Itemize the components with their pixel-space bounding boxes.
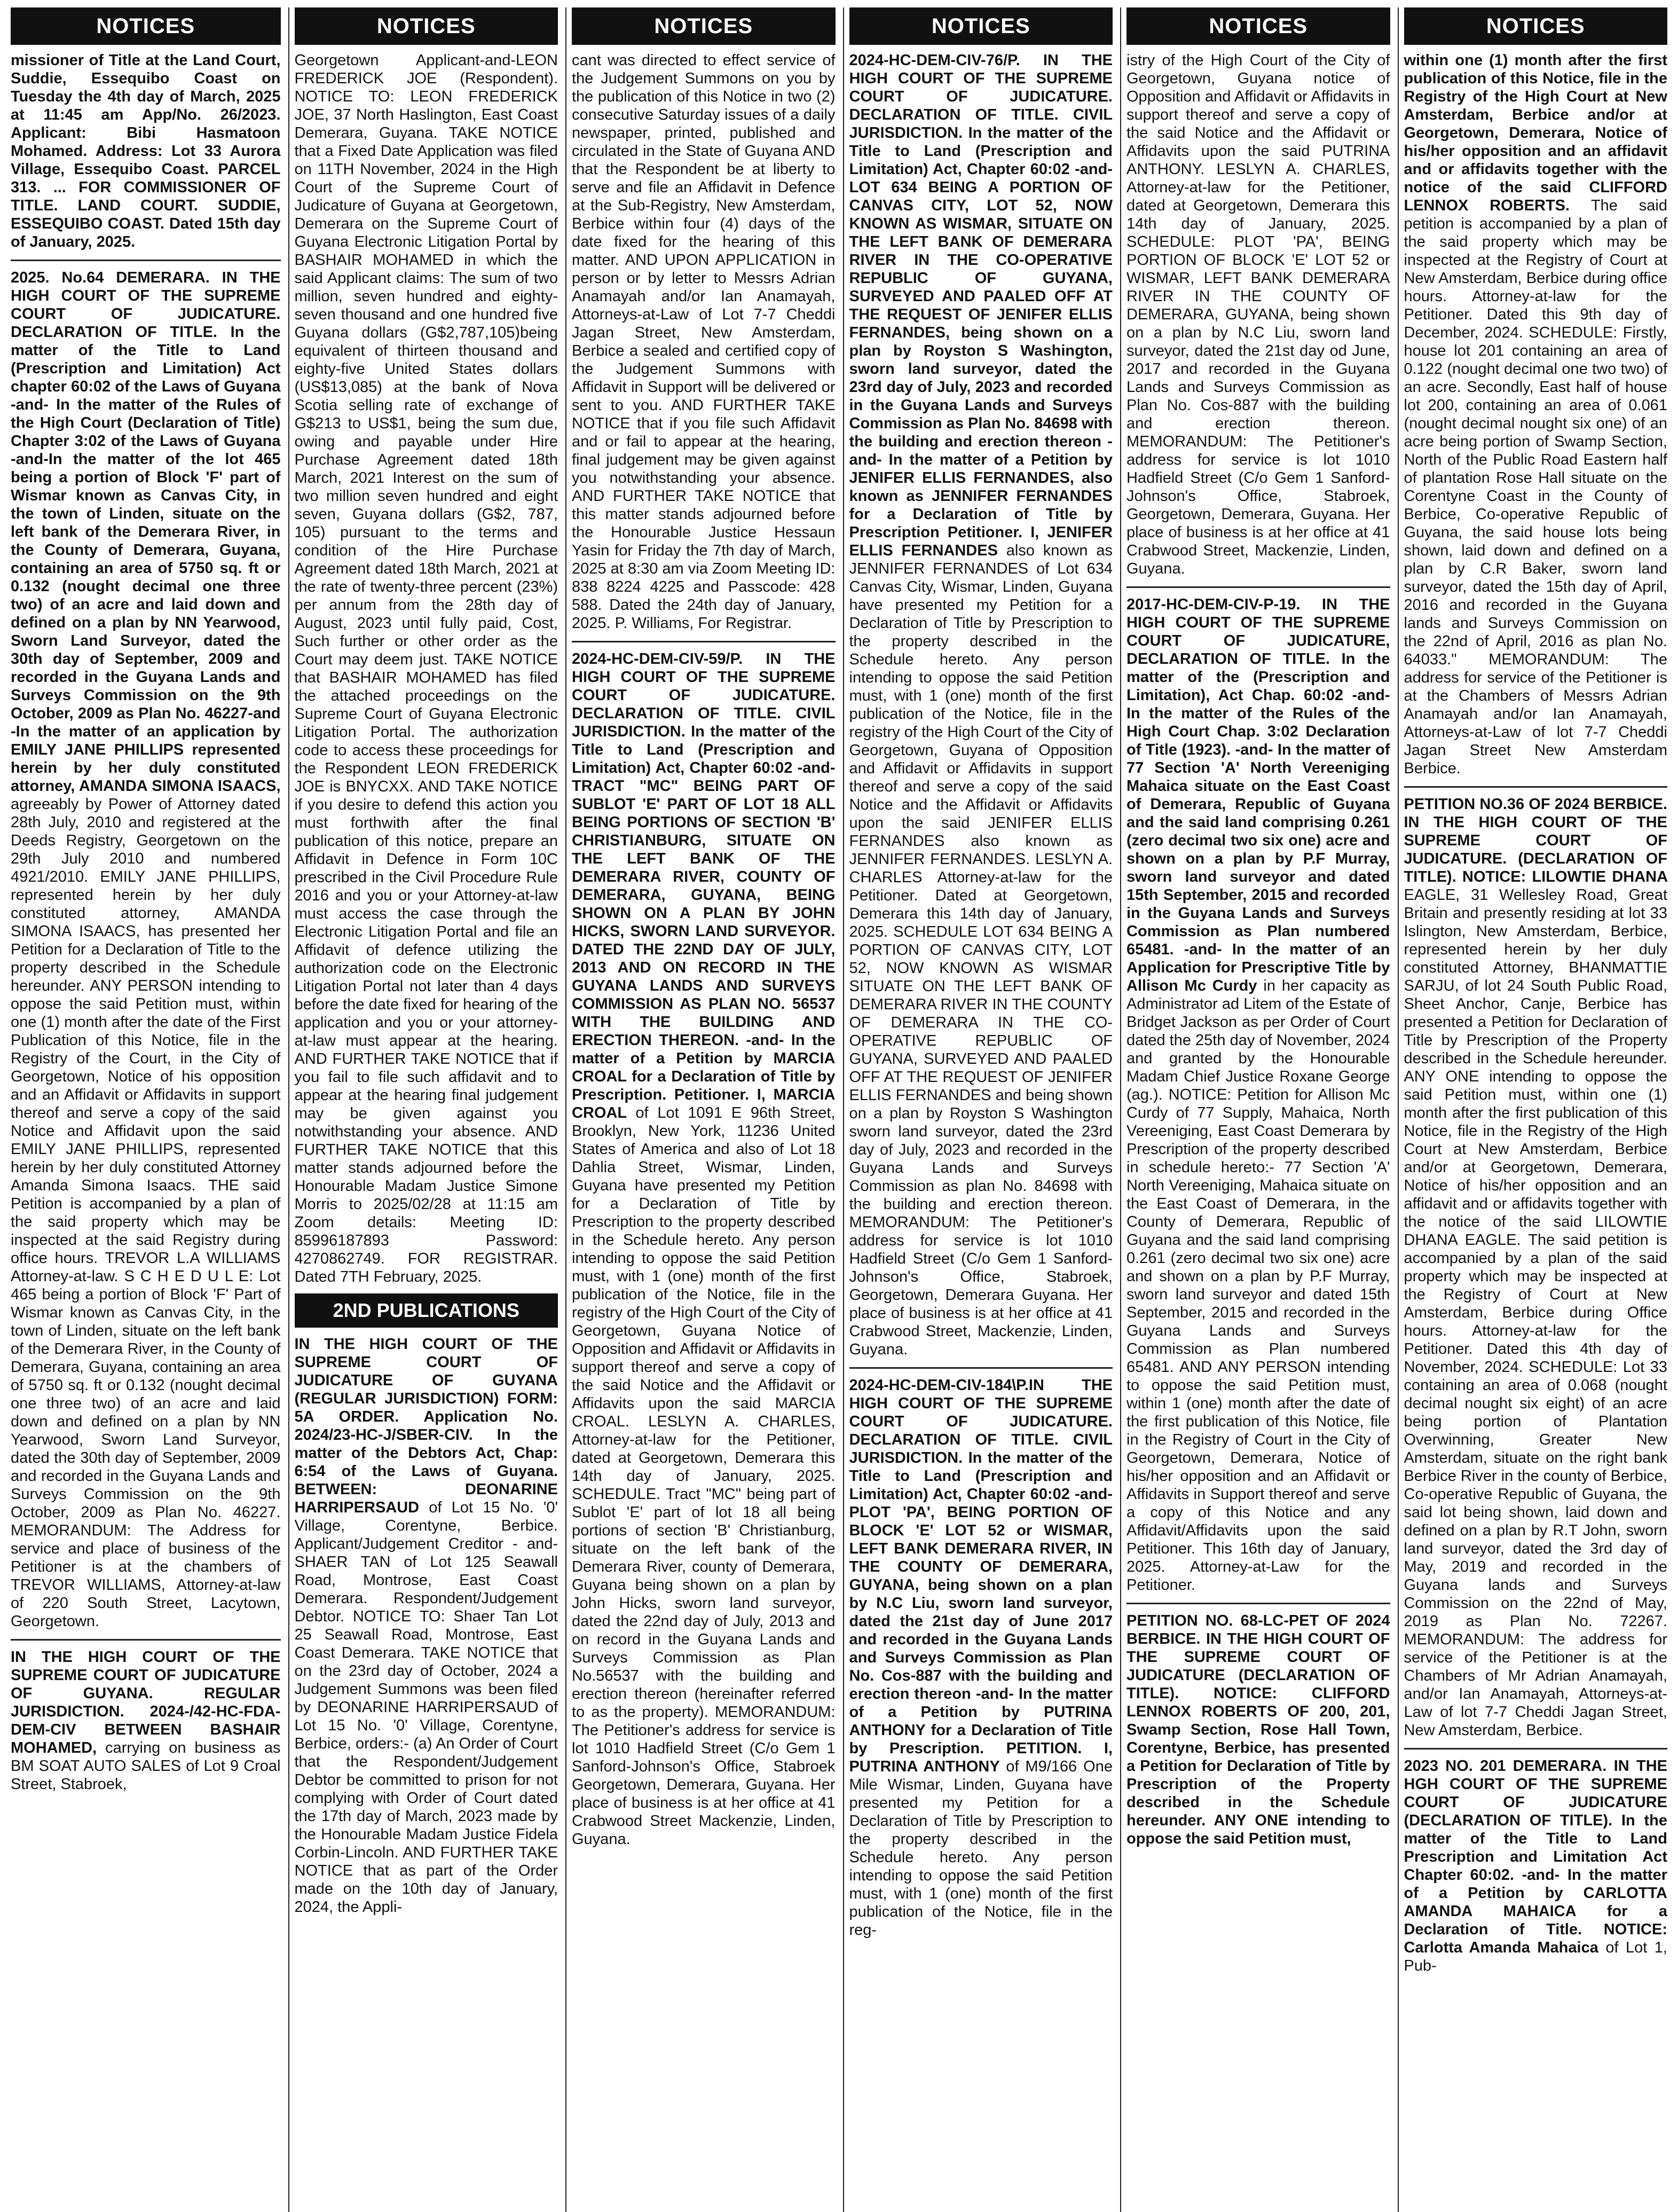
notice-body-text: of M9/166 One Mile Wismar, Linden, Guyana have presented my Petition for a Declaration of Title by Prescription to the property described in the Schedule hereto. Any person intending to oppose the said Petition must, with 1 (one) month of the first publication of the Notice, file in the reg-	[849, 1758, 1117, 1939]
notice-heading-text: PETITION NO. 68-LC-PET OF 2024 BERBICE. IN THE HIGH COURT OF THE SUPREME COURT OF JUDICATURE (DECLARATION OF TITLE). NOTICE: CLIFFORD LENNOX ROBERTS OF 200, 201, Swamp Section, Rose Hall Town, Corentyne, Berbice, has presented a Petition for Declaration of Title by Prescription of the Property described in the Schedule hereunder. ANY ONE intending to oppose the said Petition must,	[1126, 1612, 1395, 1847]
notice-heading-text: within one (1) month after the first publication of this Notice, file in the Registry of the High Court at New Amsterdam, Berbice and/or at Georgetown, Demerara, Notice of his/her opposition and an affidavit and or affidavits together with the notice of the said CLIFFORD LENNOX ROBERTS.	[1404, 52, 1672, 214]
column-body	[1126, 51, 1395, 1848]
notice-body-text: cant was directed to effect service of the Judgement Summons on you by the publication of this Notice in two (2) consecutive Saturday issues of a daily newspaper, printed, published and circulated in the State of Guyana AND that the Respondent be at liberty to serve and file an Affidavit in Defence at the Sub-Registry, New Amsterdam, Berbice within four (4) days of the date fixed for the hearing of this matter. AND UPON APPLICATION in person or by letter to Messrs Adrian Anamayah and/or Ian Anamayah, Attorneys-at-Law of Lot 7-7 Cheddi Jagan Street, New Amsterdam, Berbice a sealed and certified copy of the Judgement Summons with Affidavit in Support will be delivered or sent to you. AND FURTHER TAKE NOTICE that if you file such Affidavit and or fail to appear at the hearing, final judgement may be given against you notwithstanding your absence. AND FURTHER TAKE NOTICE that this matter stands adjourned before the Honourable Justice Hessaun Yasin for Friday the 7th day of March, 2025 at 8:30 am via Zoom Meeting ID: 838 8224 4225 and Passcode: 428 588. Dated the 24th day of January, 2025. P. Williams, For Registrar.	[572, 52, 840, 632]
notice-divider	[11, 1639, 281, 1641]
column-header: NOTICES	[572, 7, 836, 45]
column-body	[294, 51, 563, 1916]
notice-heading-text: 2024-HC-DEM-CIV-184\P.IN THE HIGH COURT OF THE SUPREME COURT OF JUDICATURE. DECLARATION OF TITLE. CIVIL JURISDICTION. In the matter of the Title to Land (Prescription and Limitation) Act, Chapter 60:02 -and- PLOT 'PA', BEING PORTION OF BLOCK 'E' LOT 52 or WISMAR, LEFT BANK DEMERARA RIVER, IN THE COUNTY OF DEMERARA, GUYANA, being shown on a plan by N.C Liu, sworn land surveyor, dated the 21st day of June 2017 and recorded in the Guyana Lands and Surveys Commission as Plan No. Cos-887 with the building and erection thereon -and- In the matter of a Petition by PUTRINA ANTHONY for a Declaration of Title by Prescription. PETITION. I, PUTRINA ANTHONY	[849, 1377, 1117, 1775]
notice-body-text: The said petition is accompanied by a plan of the said property which may be inspected at the Registry of Court at New Amsterdam, Berbice during office hours. Attorney-at-law for the Petitioner. Dated this 9th day of December, 2024. SCHEDULE: Firstly, house lot 201 containing an area of 0.122 (nought decimal one two two) of an acre. Secondly, East half of house lot 200, containing an area of 0.061 (nought decimal nought six one) of an acre being portion of Swamp Section, North of the Public Road Eastern half of plantation Rose Hall situate on the Corentyne Coast in the County of Berbice, Co-operative Republic of Guyana, the said house lots being shown, laid down and defined on a plan by C.R Baker, sworn land surveyor, dated the 15th day of April, 2016 and recorded in the Guyana lands and Surveys Commission on the 22nd of April, 2016 as plan No. 64033." MEMORANDUM: The address for service of the Petitioner is at the Chambers of Messrs Adrian Anamayah and/or Ian Anamayah, Attorneys-at-Law of lot 7-7 Cheddi Jagan Street New Amsterdam Berbice.	[1404, 197, 1672, 777]
notices-column-4	[843, 7, 1117, 2212]
notice-body-text: in her capacity as Administrator ad Litem of the Estate of Bridget Jackson as per Order of Court dated the 25th day of November, 2024 and granted by the Honourable Madam Chief Justice Roxane George (ag.). NOTICE: Petition for Allison Mc Curdy of 77 Supply, Mahaica, North Vereeniging, East Coast Demerara by Prescription of the property described in schedule hereto:- 77 Section 'A' North Vereeniging, Mahaica situate on the East Coast of Demerara, in the County of Demerara, Republic of Guyana and the said land comprising 0.261 (zero decimal two six one) acre and shown on a plan by P.F Murray, sworn land surveyor and dated 15th September, 2015 and recorded in the Guyana Lands and Surveys Commission as Plan numbered 65481. AND ANY PERSON intending to oppose the said Petition must, within 1 (one) month after the date of the first publication of this Notice, file in the Registry of Court in the City of Georgetown, Demerara, Notice of his/her opposition and an Affidavit or Affidavits in Support thereof and serve a copy of this Notice and any Affidavit/Affidavits upon the said Petitioner. This 16th day of January, 2025. Attorney-at-Law for the Petitioner.	[1126, 977, 1395, 1594]
column-header: NOTICES	[295, 7, 558, 45]
notice-heading-text: 2017-HC-DEM-CIV-P-19. IN THE HIGH COURT OF THE SUPREME COURT OF JUDICATURE, DECLARATION OF TITLE. In the matter of the (Prescription and Limitation), Act Chap. 60:02 -and- In the matter of the Rules of the High Court Chap. 3:02 Declaration of Title (1923). -and- In the matter of 77 Section 'A' North Vereeniging Mahaica situate on the East Coast of Demerara, Republic of Guyana and the said land comprising 0.261 (zero decimal two six one) acre and shown on a plan by P.F Murray, sworn land surveyor and dated 15th September, 2015 and recorded in the Guyana Lands and Surveys Commission as Plan numbered 65481. -and- In the matter of an Application for Prescriptive Title by Allison Mc Curdy	[1126, 596, 1395, 994]
notice-body-text: Georgetown Applicant-and-LEON FREDERICK JOE (Respondent). NOTICE TO: LEON FREDERICK JOE, 37 North Haslington, East Coast Demerara, Guyana. TAKE NOTICE that a Fixed Date Application was filed on 11TH November, 2024 in the High Court of the Supreme Court of Judicature of Guyana at Georgetown, Demerara on the Supreme Court of Guyana Electronic Litigation Portal by BASHAIR MOHAMED in which the said Applicant claims: The sum of two million, seven hundred and eighty-seven thousand and one hundred five Guyana dollars (G$2,787,105)being equivalent of thirteen thousand and eighty-five United States dollars (US$13,085) at the bank of Nova Scotia selling rate of exchange of G$213 to US$1, being the sum due, owing and payable under Hire Purchase Agreement dated 18th March, 2021 Interest on the sum of two million seven hundred and eight seven, Guyana dollars (G$2, 787, 105) pursuant to the terms and condition of the Hire Purchase Agreement dated 18th March, 2021 at the rate of twenty-three percent (23%) per annum from the 28th day of August, 2023 until fully paid, Cost, Such further or other order as the Court may deem just. TAKE NOTICE that BASHAIR MOHAMED has filed the attached proceedings on the Supreme Court of Guyana Electronic Litigation Portal. The authorization code to access these proceedings for the Respondent LEON FREDERICK JOE is BNYCXX. AND TAKE NOTICE if you desire to defend this action you must forthwith after the final publication of this notice, prepare an Affidavit in Defence in Form 10C prescribed in the Civil Procedure Rule 2016 and you or your Attorney-at-law must access the case through the Electronic Litigation Portal and file an Affidavit of defence utilizing the authorization code on the Electronic Litigation Portal not later than 4 days before the date fixed for hearing of the application and you or your attorney-at-law must appear at the hearing. AND FURTHER TAKE NOTICE that if you fail to file such affidavit and to appear at the hearing final judgement may be given against you notwithstanding your absence. AND FURTHER TAKE NOTICE that this matter stands adjourned before the Honourable Madam Justice Simone Morris to 2025/02/28 at 11:15 am Zoom details: Meeting ID: 85996187893 Password: 4270862749. FOR REGISTRAR. Dated 7TH February, 2025.	[294, 52, 563, 1285]
notice-divider	[1126, 1603, 1390, 1604]
notice-divider	[1404, 1748, 1668, 1750]
notice-body-text: of Lot 1, Pub-	[1404, 1939, 1672, 1974]
notice-body-text: agreeably by Power of Attorney dated 28th July, 2010 and registered at the Deeds Registry, Georgetown on the 29th July 2010 and numbered 4921/2010. EMILY JANE PHILLIPS, represented herein by her duly constituted attorney, AMANDA SIMONA ISAACS, has presented her Petition for a Declaration of Title to the property described in the Schedule hereunder. ANY PERSON intending to oppose the said Petition must, within one (1) month after the date of the First Publication of this Notice, file in the Registry of the Court, in the City of Georgetown, Notice of his opposition and an Affidavit or Affidavits in support thereof and serve a copy of the said Notice and Affidavit upon the said EMILY JANE PHILLIPS, represented herein by her duly constituted Attorney Amanda Simona Isaacs. THE said Petition is accompanied by a plan of the said property which may be inspected at the said Registry during office hours. TREVOR L.A WILLIAMS Attorney-at-law. S C H E D U L E: Lot 465 being a portion of Block 'F' Part of Wismar known as Canvas City, in the town of Linden, situate on the left bank of the Demerara River, in the County of Demerara, Guyana, containing an area of 5750 sq. ft or 0.132 (nought decimal one three two) of an acre and laid down and defined on a plan by NN Yearwood, Sworn Land Surveyor, dated the 30th day of September, 2009 and recorded in the Guyana Lands and Surveys Commission on the 9th October, 2009 as Plan No. 46227. MEMORANDUM: The Address for service and place of business of the Petitioner is at the chambers of TREVOR WILLIAMS, Attorney-at-law of 220 South Street, Lacytown, Georgetown.	[11, 796, 285, 1630]
notice-body-text: istry of the High Court of the City of Georgetown, Guyana notice of Opposition and Affidavit or Affidavits in support thereof and serve a copy of the said Notice and the Affidavit or Affidavits upon the said PUTRINA ANTHONY. LESLYN A. CHARLES, Attorney-at-law for the Petitioner, dated at Georgetown, Demerara this 14th day of January, 2025. SCHEDULE: PLOT 'PA', BEING PORTION OF BLOCK 'E' LOT 52 or WISMAR, LEFT BANK DEMERARA RIVER IN THE COUNTY OF DEMERARA, GUYANA, being shown on a plan by N.C Liu, sworn land surveyor, dated the 21st day od June, 2017 and recorded in the Guyana Lands and Surveys Commission as Plan No. Cos-887 with the building and erection thereon. MEMORANDUM: The Petitioner's address for service is lot 1010 Hadfield Street (C/o Gem 1 Sanford-Johnson's Office, Stabroek, Georgetown, Demerara, Guyana. Her place of business is at her office at 41 Crabwood Street, Mackenzie, Linden, Guyana.	[1126, 52, 1395, 577]
notice-heading-text: 2023 NO. 201 DEMERARA. IN THE HGH COURT OF THE SUPREME COURT OF JUDICATURE (DECLARATION OF TITLE). In the matter of the Title to Land Prescription and Limitation Act Chapter 60:02. -and- In the matter of a Petition by CARLOTTA AMANDA MAHAICA for a Declaration of Title. NOTICE: Carlotta Amanda Mahaica	[1404, 1758, 1672, 1956]
notice-heading-text: PETITION NO.36 OF 2024 BERBICE. IN THE HIGH COURT OF THE SUPREME COURT OF JUDICATURE. (DECLARATION OF TITLE). NOTICE: LILOWTIE DHANA	[1404, 796, 1672, 885]
notice-body-text: EAGLE, 31 Wellesley Road, Great Britain and presently residing at lot 33 Islington, New Amsterdam, Berbice, represented herein by her duly constituted Attorney, BHANMATTIE SARJU, of lot 24 South Public Road, Sheet Anchor, Canje, Berbice has presented a Petition for Declaration of Title by Prescription of the Property described in the Schedule hereunder. ANY ONE intending to oppose the said Petition must, within one (1) month after the first publication of this Notice, file in the Registry of the High Court at New Amsterdam, Berbice and/or at Georgetown, Demerara, Notice of his/her opposition and an affidavit and or affidavits together with the notice of the said LILOWTIE DHANA EAGLE. The said petition is accompanied by a plan of the said property which may be inspected at the Registry of Court at New Amsterdam, Berbice during Office hours. Attorney-at-law for the Petitioner. Dated this 4th day of November, 2024. SCHEDULE: Lot 33 containing an area of 0.068 (nought decimal nought six eight) of an acre being portion of Plantation Overwinning, Greater New Amsterdam, situate on the right bank Berbice River in the county of Berbice, Co-operative Republic of Guyana, the said lot being shown, laid down and defined on a plan by R.T John, sworn land surveyor, dated the 3rd day of May, 2019 and recorded in the Guyana lands and Surveys Commission on the 22nd of May, 2019 as Plan No. 72267. MEMORANDUM: The address for service of the Petitioner is at the Chambers of Mr Adrian Anamayah, and/or Ian Anamayah, Attorneys-at-Law of lot 7-7 Cheddi Jagan Street, New Amsterdam, Berbice.	[1404, 887, 1672, 1739]
column-header: NOTICES	[1404, 7, 1668, 45]
column-body	[849, 51, 1117, 1939]
notice-divider	[1126, 586, 1390, 588]
notice-body-text: carrying on business as BM SOAT AUTO SALES of Lot 9 Croal Street, Stabroek,	[11, 1739, 285, 1793]
notice-body-text: also known as JENNIFER FERNANDES of Lot 634 Canvas City, Wismar, Linden, Guyana have presented my Petition for a Declaration of Title by Prescription to the property described in the Schedule hereto. Any person intending to oppose the said Petition must, with 1 (one) month of the first publication of the Notice, file in the registry of the High Court of the City of Georgetown, Guyana of Opposition and Affidavit or Affidavits in support thereof and serve a copy of the said Notice and the Affidavit or Affidavits upon the said JENIFER ELLIS FERNANDES also known as JENNIFER FERNANDES. LESLYN A. CHARLES Attorney-at-law for the Petitioner. Dated at Georgetown, Demerara this 14th day of January, 2025. SCHEDULE LOT 634 BEING A PORTION OF CANVAS CITY, LOT 52, NOW KNOWN AS WISMAR SITUATE ON THE LEFT BANK OF DEMERARA RIVER IN THE COUNTY OF DEMERARA IN THE CO-OPERATIVE REPUBLIC OF GUYANA, SURVEYED AND PAALED OFF AT THE REQUEST OF JENIFER ELLIS FERNANDES and being shown on a plan by Royston S Washington sworn land surveyor, dated the 23rd day of July, 2023 and recorded in the Guyana Lands and Surveys Commission as plan No. 84698 with the building and erection thereon. MEMORANDUM: The Petitioner's address for service is lot 1010 Hadfield Street (C/o Gem 1 Sanford-Johnson's Office, Stabroek, Georgetown, Demerara Guyana. Her place of business is at her office at 41 Crabwood Street, Mackenzie, Linden, Guyana.	[849, 542, 1117, 1358]
notice-heading-text: 2024-HC-DEM-CIV-76/P. IN THE HIGH COURT OF THE SUPREME COURT OF JUDICATURE. DECLARATION OF TITLE. CIVIL JURISDICTION. In the matter of the Title to Land (Prescription and Limitation) Act, Chapter 60:02 -and- LOT 634 BEING A PORTION OF CANVAS CITY, LOT 52, NOW KNOWN AS WISMAR, SITUATE ON THE LEFT BANK OF DEMERARA RIVER IN THE CO-OPERATIVE REPUBLIC OF GUYANA, SURVEYED AND PAALED OFF AT THE REQUEST OF JENIFER ELLIS FERNANDES, being shown on a plan by Royston S Washington, sworn land surveyor, dated the 23rd day of July, 2023 and recorded in the Guyana Lands and Surveys Commission as Plan No. 84698 with the building and erection thereon -and- In the matter of a Petition by JENIFER ELLIS FERNANDES, also known as JENNIFER FERNANDES for a Declaration of Title by Prescription Petitioner. I, JENIFER ELLIS FERNANDES	[849, 52, 1117, 559]
column-header: NOTICES	[11, 7, 281, 45]
notice-heading-text: missioner of Title at the Land Court, Suddie, Essequibo Coast on Tuesday the 4th day of March, 2025 at 11:45 am App/No. 26/2023. Applicant: Bibi Hasmatoon Mohamed. Address: Lot 33 Aurora Village, Essequibo Coast. PARCEL 313. ... FOR COMMISSIONER OF TITLE. LAND COURT. SUDDIE, ESSEQUIBO COAST. Dated 15th day of January, 2025.	[11, 52, 285, 250]
notices-column-3	[565, 7, 840, 2212]
column-body	[11, 51, 285, 1793]
notices-column-6	[1398, 7, 1672, 2212]
notice-heading-text: IN THE HIGH COURT OF THE SUPREME COURT OF JUDICATURE OF GUYANA. REGULAR JURISDICTION. 2024-/42-HC-FDA-DEM-CIV BETWEEN BASHAIR MOHAMED,	[11, 1649, 285, 1756]
notices-column-5	[1120, 7, 1395, 2212]
notices-column-2	[288, 7, 563, 2212]
notice-divider	[1404, 786, 1668, 788]
column-body	[1404, 51, 1672, 1975]
column-body	[572, 51, 840, 1848]
notice-divider	[572, 641, 836, 642]
column-header: NOTICES	[849, 7, 1113, 45]
section-subheading: 2ND PUBLICATIONS	[295, 1293, 558, 1328]
notice-divider	[849, 1367, 1113, 1369]
notice-body-text: of Lot 15 No. '0' Village, Corentyne, Berbice. Applicant/Judgement Creditor - and- SHAER TAN of Lot 125 Seawall Road, Montrose, East Coast Demerara. Respondent/Judgement Debtor. NOTICE TO: Shaer Tan Lot 25 Seawall Road, Montrose, East Coast Demerara. TAKE NOTICE that on the 23rd day of October, 2024 a Judgement Summons was been filed by DEONARINE HARRIPERSAUD of Lot 15 No. '0' Village, Corentyne, Berbice, orders:- (a) An Order of Court that the Respondent/Judgement Debtor be committed to prison for not complying with Order of Court dated the 17th day of March, 2023 made by the Honourable Madam Justice Fidela Corbin-Lincoln. AND FURTHER TAKE NOTICE that as part of the Order made on the 10th day of January, 2024, the Appli-	[294, 1499, 563, 1916]
column-header: NOTICES	[1126, 7, 1390, 45]
notice-body-text: of Lot 1091 E 96th Street, Brooklyn, New York, 11236 United States of America and also of Lot 18 Dahlia Street, Wismar, Linden, Guyana have presented my Petition for a Declaration of Title by Prescription to the property described in the Schedule hereto. Any person intending to oppose the said Petition must, with 1 (one) month of the first publication of the Notice, file in the registry of the High Court of the City of Georgetown, Guyana Notice of Opposition and Affidavit or Affidavits in support thereof and serve a copy of the said Notice and the Affidavit or Affidavits upon the said MARCIA CROAL. LESLYN A. CHARLES, Attorney-at-law for the Petitioner, dated at Georgetown, Demerara this 14th day of January, 2025. SCHEDULE. Tract "MC" being part of Sublot 'E' part of lot 18 all being portions of section 'B' Christianburg, situate on the left bank of the Demerara River, county of Demerara, Guyana being shown on a plan by John Hicks, sworn land surveyor, dated the 22nd day of July, 2013 and on record in the Guyana Lands and Surveys Commission as Plan No.56537 with the building and erection thereon (hereinafter referred to as the property). MEMORANDUM: The Petitioner's address for service is lot 1010 Hadfield Street (C/o Gem 1 Sanford-Johnson's Office, Stabroek Georgetown, Demerara, Guyana. Her place of business is at her office at 41 Crabwood Street Mackenzie, Linden, Guyana.	[572, 1104, 840, 1848]
notice-heading-text: 2025. No.64 DEMERARA. IN THE HIGH COURT OF THE SUPREME COURT OF JUDICATURE. DECLARATION OF TITLE. In the matter of the Title to Land (Prescription and Limitation) Act chapter 60:02 of the Laws of Guyana -and- In the matter of the Rules of the High Court (Declaration of Title) Chapter 3:02 of the Laws of Guyana -and-In the matter of the lot 465 being a portion of Block 'F' part of Wismar known as Canvas City, in the town of Linden, situate on the left bank of the Demerara River, in the County of Demerara, Guyana, containing an area of 5750 sq. ft or 0.132 (nought decimal one three two) of an acre and laid down and defined on a plan by NN Yearwood, Sworn Land Surveyor, dated the 30th day of September, 2009 and recorded in the Guyana Lands and Surveys Commission on the 9th October, 2009 as Plan No. 46227-and -In the matter of an application by EMILY JANE PHILLIPS represented herein by her duly constituted attorney, AMANDA SIMONA ISAACS,	[11, 269, 285, 795]
notices-column-1	[11, 7, 285, 2212]
notice-heading-text: IN THE HIGH COURT OF THE SUPREME COURT OF JUDICATURE OF GUYANA (REGULAR JURISDICTION) FORM: 5A ORDER. Application No. 2024/23-HC-J/SBER-CIV. In the matter of the Debtors Act, Chap: 6:54 of the Laws of Guyana. BETWEEN: DEONARINE HARRIPERSAUD	[294, 1336, 563, 1516]
notice-heading-text: 2024-HC-DEM-CIV-59/P. IN THE HIGH COURT OF THE SUPREME COURT OF JUDICATURE. DECLARATION OF TITLE. CIVIL JURISDICTION. In the matter of the Title to Land (Prescription and Limitation) Act, Chapter 60:02 -and- TRACT "MC" BEING PART OF SUBLOT 'E' PART OF LOT 18 ALL BEING PORTIONS OF SECTION 'B' CHRISTIANBURG, SITUATE ON THE LEFT BANK OF THE DEMERARA RIVER, COUNTY OF DEMERARA, GUYANA, BEING SHOWN ON A PLAN BY JOHN HICKS, SWORN LAND SURVEYOR. DATED THE 22ND DAY OF JULY, 2013 AND ON RECORD IN THE GUYANA LANDS AND SURVEYS COMMISSION AS PLAN NO. 56537 WITH THE BUILDING AND ERECTION THEREON. -and- In the matter of a Petition by MARCIA CROAL for a Declaration of Title by Prescription. Petitioner. I, MARCIA CROAL	[572, 650, 840, 1121]
notice-divider	[11, 260, 281, 261]
